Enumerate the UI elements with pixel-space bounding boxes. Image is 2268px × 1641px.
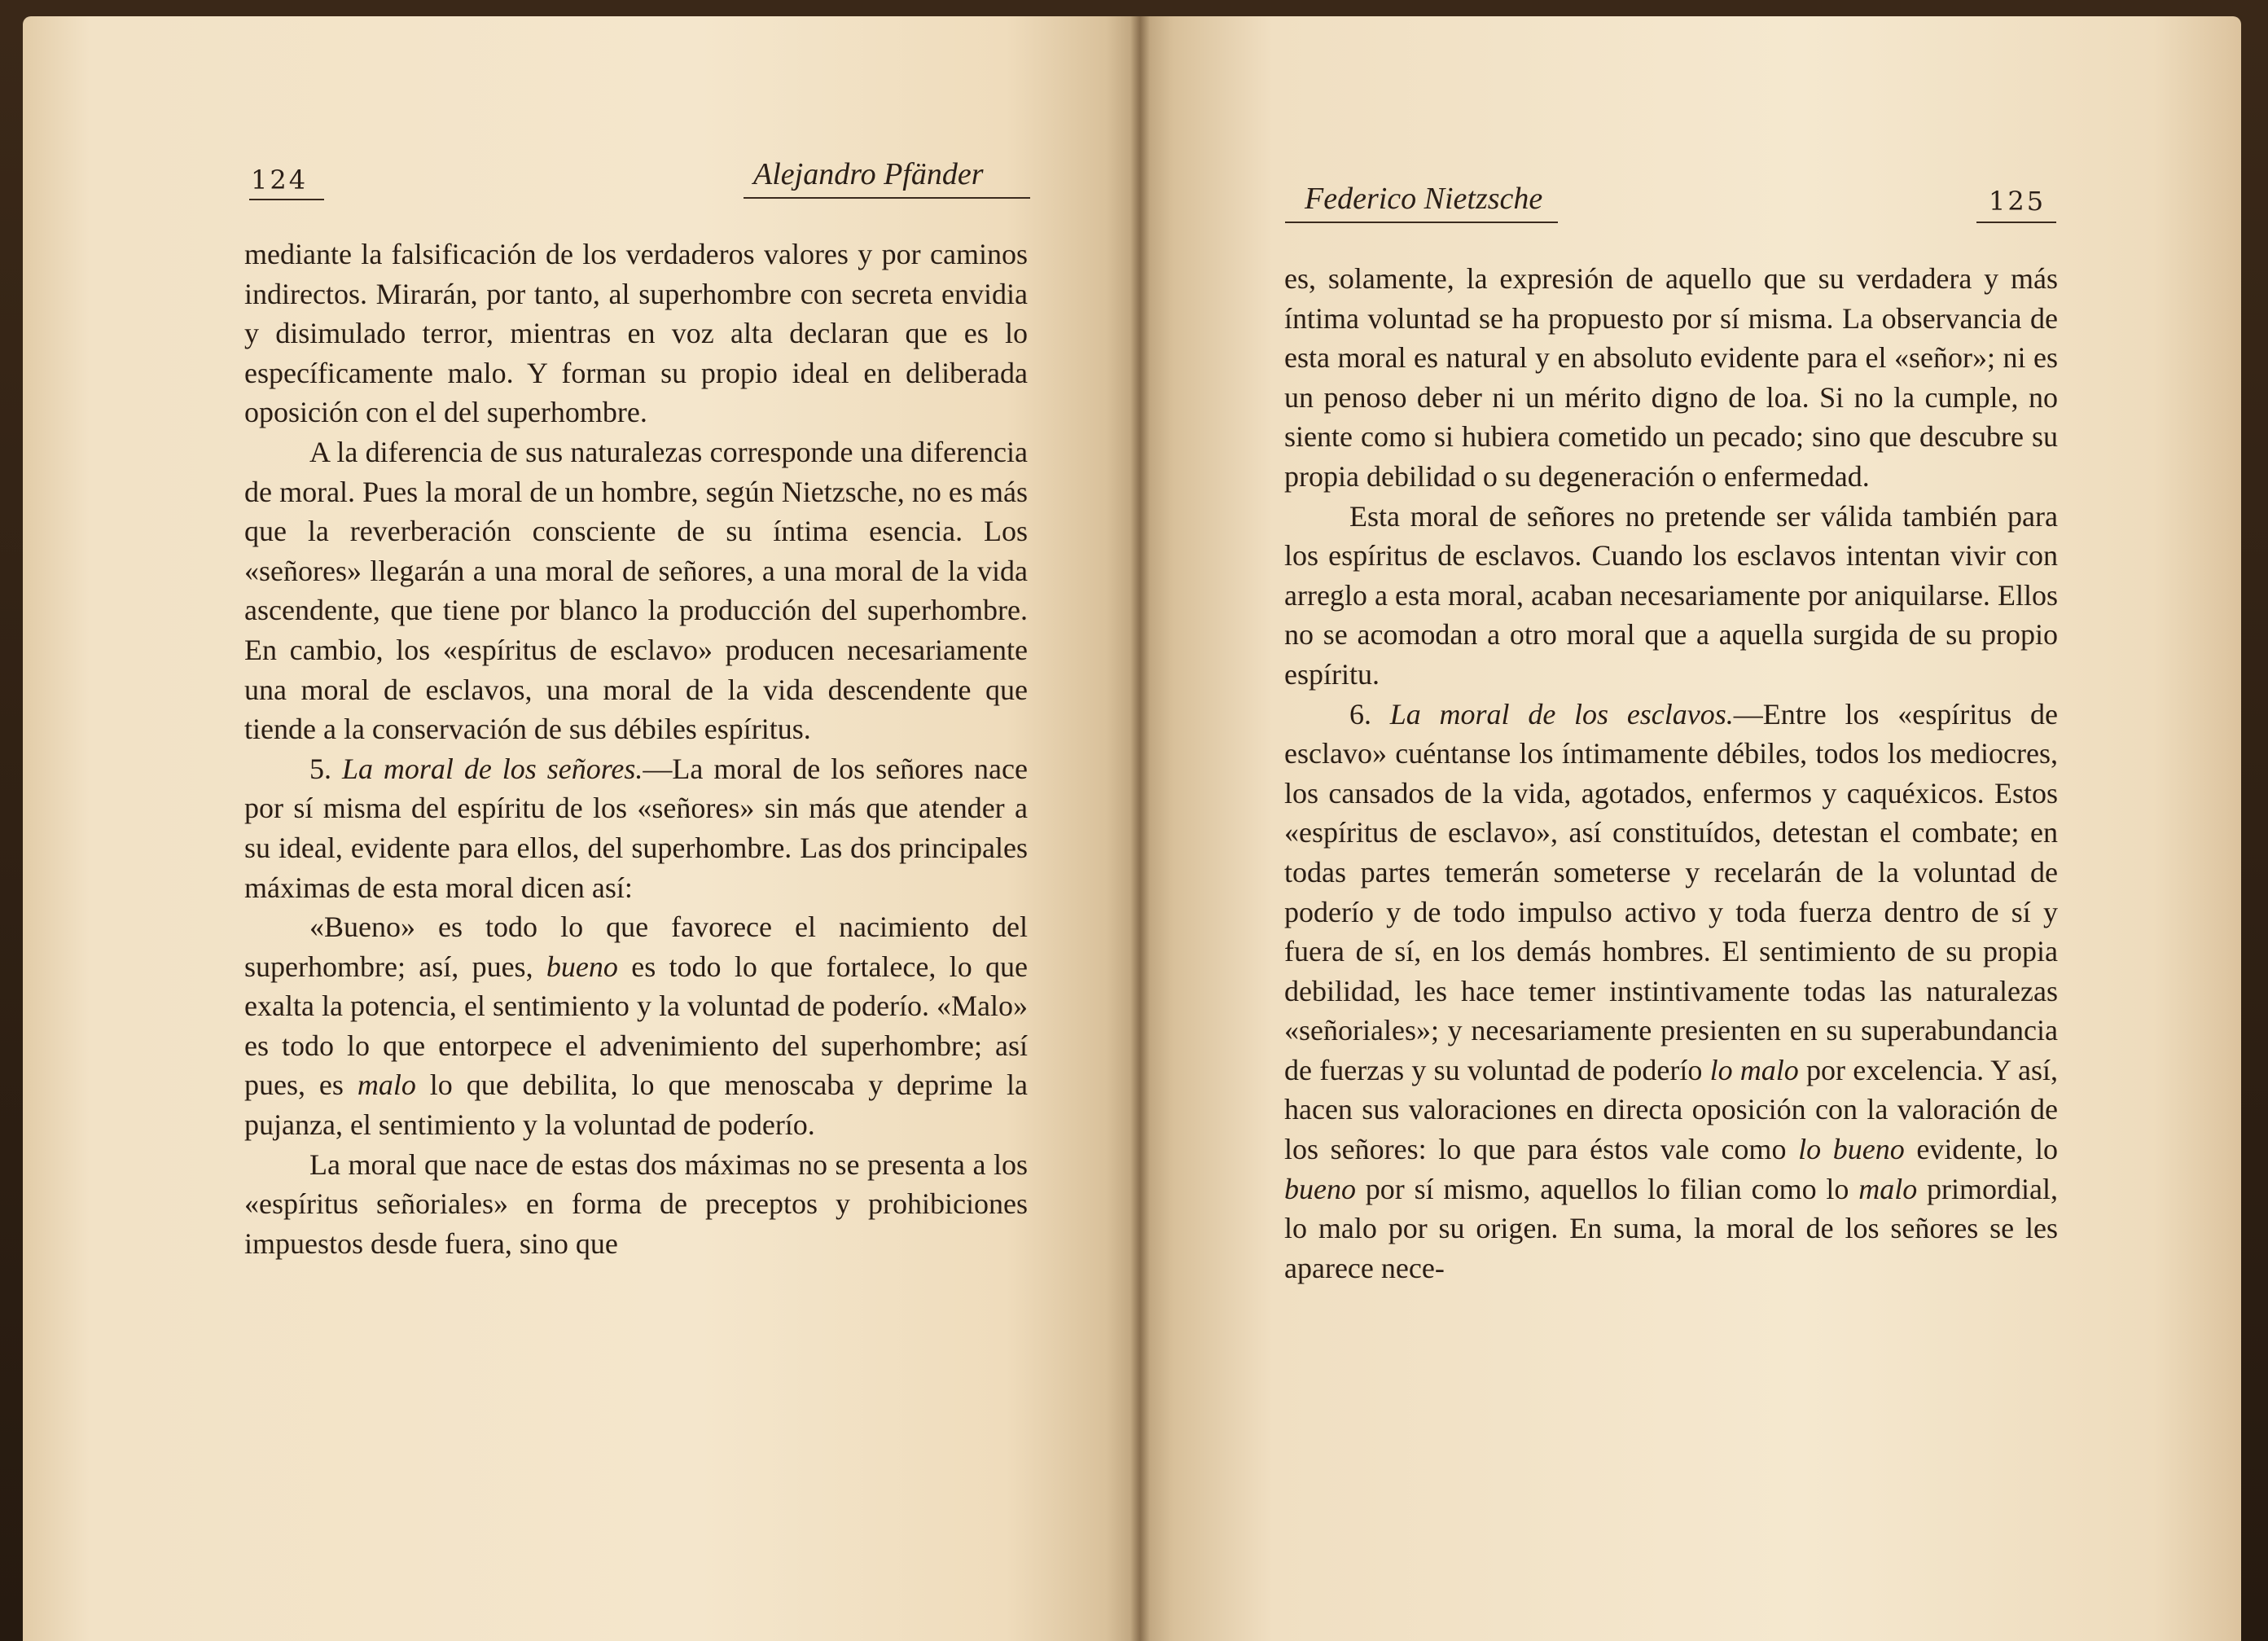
italic-run: bueno	[1284, 1172, 1356, 1205]
text-run: es, solamente, la expresión de aquello que su verdadera y más íntima voluntad se ha propuesto por sí misma. La observancia de esta moral es natural y en absoluto evidente para el «señor»; ni es un penoso deber ni un mérito digno de loa. Si no la cumple, no siente como si hubiera cometido un pecado; sino que descubre su propia debilidad o su degeneración o enfermedad.	[1284, 262, 2058, 493]
running-head-left: Alejandro Pfänder	[753, 157, 984, 191]
text-run: mediante la falsificación de los verdaderos valores y por caminos indirectos. Mirarán, por tanto, al superhombre con secreta envidia y disimulado terror, mientras en voz alta declaran que es lo específicamente malo. Y forman su propio ideal en deliberada oposición con el del superhombre.	[244, 238, 1028, 429]
page-number-right: 125	[1989, 186, 2046, 217]
page-number-left: 124	[251, 165, 309, 195]
left-text-column	[244, 235, 1028, 1263]
italic-run: lo malo	[1709, 1053, 1799, 1086]
italic-run: La moral de los señores.	[341, 752, 643, 785]
right-page	[1140, 16, 2241, 1641]
text-run: 6.	[1349, 697, 1390, 731]
running-head-rule-left	[744, 197, 1030, 199]
text-run: —La moral de los señores nace por sí misma del espíritu de los «señores» sin más que atender a su ideal, evidente para ellos, del superhombre. Las dos principales máximas de esta moral dicen así:	[244, 752, 1028, 904]
text-run: «Bueno» es todo lo que favorece el nacimiento del superhombre; así, pues,	[244, 910, 1028, 983]
text-run: lo que debilita, lo que menoscaba y deprime la pujanza, el sentimiento y la voluntad de poderío.	[244, 1068, 1028, 1142]
text-run: A la diferencia de sus naturalezas corresponde una diferencia de moral. Pues la moral de un hombre, según Nietzsche, no es más que la reverberación consciente de su íntima esencia. Los «señores» llegarán a una moral de señores, a una moral de la vida ascendente, que tiene por blanco la producción del superhombre. En cambio, los «espíritus de esclavo» producen necesariamente una moral de esclavos, una moral de la vida descendente que tiende a la conservación de sus débiles espíritus.	[244, 435, 1028, 746]
left-page	[23, 16, 1140, 1641]
text-run: Esta moral de señores no pretende ser válida también para los espíritus de esclavos. Cuando los esclavos intentan vivir con arreglo a esta moral, acaban necesariamente por aniquilarse. Ellos no se acomodan a otro moral que a aquella surgida de su propio espíritu.	[1284, 499, 2058, 691]
paragraph	[244, 749, 1028, 907]
italic-run: malo	[1858, 1172, 1918, 1205]
paragraph	[1284, 259, 2058, 497]
paragraph	[244, 235, 1028, 432]
italic-run: bueno	[546, 950, 618, 983]
text-run: primordial, lo malo por su origen. En suma, la moral de los señores se les aparece nece-	[1284, 1172, 2058, 1284]
running-head-right: Federico Nietzsche	[1305, 182, 1543, 216]
text-run: evidente, lo	[1904, 1133, 2058, 1166]
paragraph	[244, 907, 1028, 1145]
left-page-header	[23, 147, 1140, 204]
paragraph	[1284, 695, 2058, 1288]
right-text-column	[1284, 259, 2058, 1288]
running-head-rule-right	[1285, 222, 1558, 223]
italic-run: malo	[357, 1068, 416, 1102]
paragraph	[244, 1145, 1028, 1264]
page-number-rule-left	[249, 199, 324, 200]
italic-run: La moral de los esclavos.	[1389, 697, 1734, 731]
text-run: 5.	[309, 752, 342, 785]
right-page-header	[1140, 163, 2241, 220]
text-run: —Entre los «espíritus de esclavo» cuéntanse los íntimamente débiles, todos los mediocres, los cansados de la vida, agotados, enfermos y caquéxicos. Estos «espíritus de esclavo», así constituídos, detestan el combate; en todas partes temerán someterse y recelarán de la voluntad de poderío y de todo impulso activo y toda fuerza dentro de sí y fuera de sí, en los demás hombres. El sentimiento de su propia debilidad, les hace temer instintivamente todas las naturalezas «señoriales»; y necesariamente presienten en su superabundancia de fuerzas y su voluntad de poderío	[1284, 697, 2058, 1086]
paragraph	[1284, 497, 2058, 695]
page-number-rule-right	[1976, 222, 2056, 223]
text-run: La moral que nace de estas dos máximas no se presenta a los «espíritus señoriales» en forma de preceptos y prohibiciones impuestos desde fuera, sino que	[244, 1147, 1028, 1260]
text-run: es todo lo que fortalece, lo que exalta la potencia, el sentimiento y la voluntad de poderío. «Malo» es todo lo que entorpece el advenimiento del superhombre; así pues, es	[244, 950, 1028, 1102]
text-run: por excelencia. Y así, hacen sus valoraciones en directa oposición con la valoración de los señores: lo que para éstos vale como	[1284, 1053, 2058, 1166]
italic-run: lo bueno	[1798, 1133, 1905, 1166]
paragraph	[244, 432, 1028, 749]
text-run: por sí mismo, aquellos lo filian como lo	[1355, 1172, 1859, 1205]
book-gutter	[1130, 16, 1150, 1641]
